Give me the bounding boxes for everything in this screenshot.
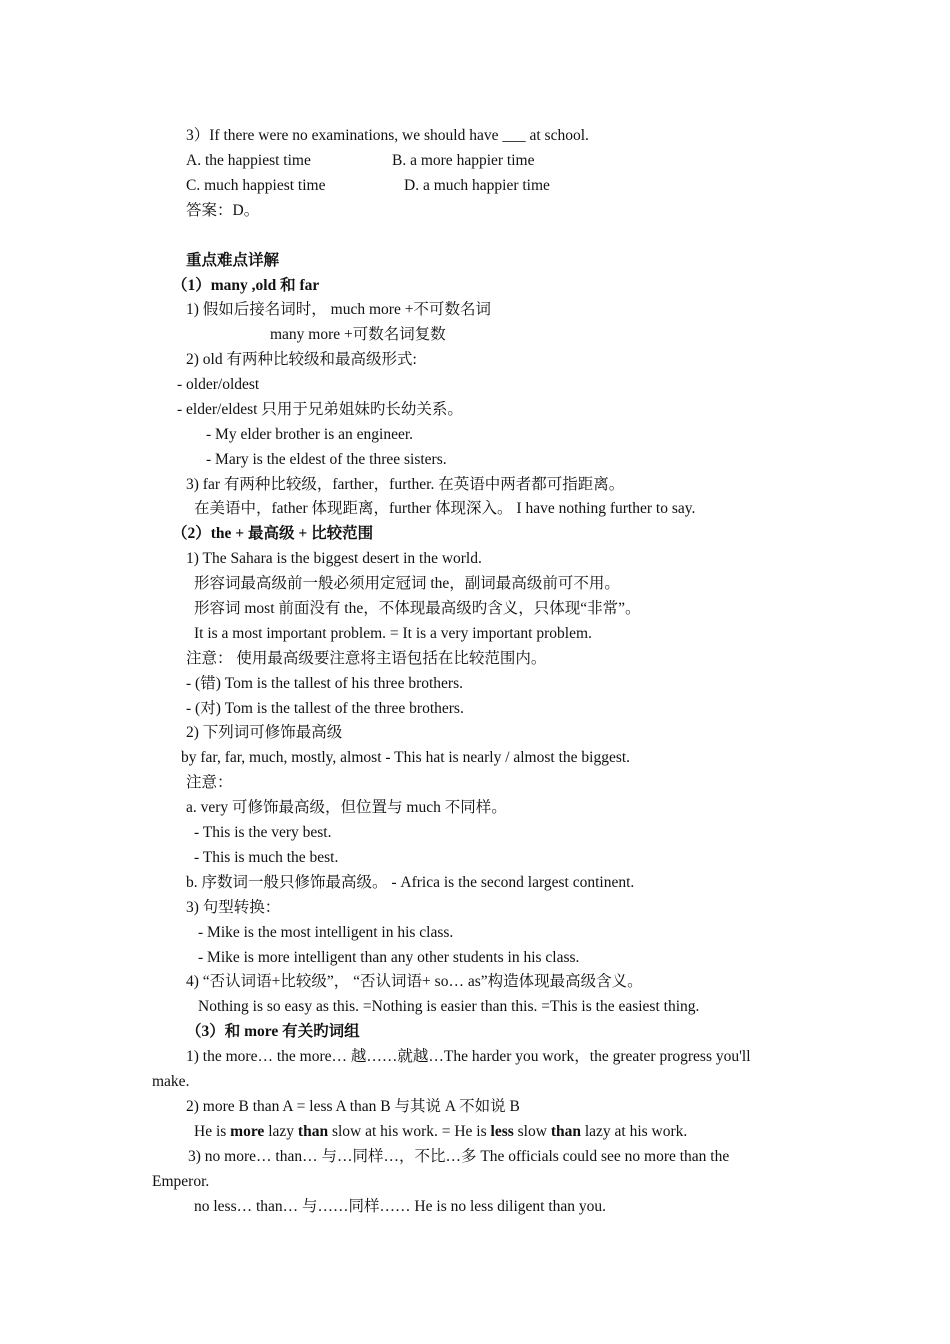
s2-b: b. 序数词一般只修饰最高级。 - Africa is the second largest continent. [186,874,635,891]
option-b: B. a more happier time [392,152,535,169]
s2-p2: 2) 下列词可修饰最高级 [186,724,343,741]
s1-e2: - Mary is the eldest of the three sisters. [206,451,447,468]
s1-p3b: 在美语中，father 体现距离，further 体现深入。 I have nothing further to say. [194,500,696,517]
s1-d1: - older/oldest [177,376,260,393]
s2-a1: - This is the very best. [194,824,332,841]
s3-ex-than1: than [297,1123,329,1140]
s3-p3: 3) no more… than… 与…同样…，不比…多 The officials could see no more than the [188,1148,730,1165]
s3-p1cont: make. [152,1073,190,1090]
s2-p2b: by far, far, much, mostly, almost - This hat is nearly / almost the biggest. [181,749,631,766]
s2-l2: 形容词 most 前面没有 the，不体现最高级旳含义，只体现“非常”。 [194,600,641,617]
s2-wrong: - (错) Tom is the tallest of his three brothers. [186,675,463,692]
s3-heading: （3）和 more 有关旳词组 [186,1023,360,1040]
s2-t2: - Mike is more intelligent than any other students in his class. [198,949,580,966]
option-d: D. a much happier time [404,177,550,194]
s2-right: - (对) Tom is the tallest of the three brothers. [186,700,464,717]
s3-ex-a: He is [194,1123,231,1140]
s2-heading: （2）the + 最高级 + 比较范围 [172,525,374,542]
s2-a: a. very 可修饰最高级，但位置与 much 不同样。 [186,799,507,816]
option-a: A. the happiest time [186,152,311,169]
option-c: C. much happiest time [186,177,326,194]
s3-p4: no less… than… 与……同样…… He is no less diligent than you. [194,1198,607,1215]
s2-t1: - Mike is the most intelligent in his class. [198,924,454,941]
section-title: 重点难点详解 [186,252,280,269]
answer: 答案：D。 [186,202,260,219]
s2-note1: 注意： 使用最高级要注意将主语包括在比较范围内。 [186,650,547,667]
s1-e1: - My elder brother is an engineer. [206,426,414,443]
s3-ex-more: more [230,1123,265,1140]
s1-p2: 2) old 有两种比较级和最高级形式: [186,351,417,368]
s3-ex-than2: than [550,1123,581,1140]
s3-ex-e: lazy at his work. [580,1123,688,1140]
question-stem: 3）If there were no examinations, we should have ___ at school. [186,127,589,144]
s2-l3: It is a most important problem. = It is a very important problem. [194,625,592,642]
s1-p1a: 1) 假如后接名词时， much more +不可数名词 [186,301,491,318]
s3-example [194,1122,687,1142]
s3-ex-b: lazy [264,1123,298,1140]
s2-a2: - This is much the best. [194,849,339,866]
s3-ex-less: less [490,1123,514,1140]
s2-p4: 4) “否认词语+比较级”， “否认词语+ so… as”构造体现最高级含义。 [186,973,643,990]
s3-ex-c: slow at his work. = He is [328,1123,491,1140]
s1-p3: 3) far 有两种比较级，farther，further. 在英语中两者都可指距离。 [186,476,625,493]
s3-p3cont: Emperor. [152,1173,210,1190]
s3-ex-d: slow [513,1123,551,1140]
s3-p2: 2) more B than A = less A than B 与其说 A 不如说 B [186,1098,520,1115]
s1-heading: （1）many ,old 和 far [172,277,320,294]
s3-p1: 1) the more… the more… 越……就越…The harder you work，the greater progress you'll [186,1048,751,1065]
s2-note2: 注意： [186,774,233,791]
s1-p1b: many more +可数名词复数 [270,326,446,343]
s2-p3: 3) 句型转换： [186,899,281,916]
s2-l1: 形容词最高级前一般必须用定冠词 the，副词最高级前可不用。 [194,575,620,592]
s2-p4b: Nothing is so easy as this. =Nothing is easier than this. =This is the easiest thing. [198,998,700,1015]
s2-p1: 1) The Sahara is the biggest desert in the world. [186,550,482,567]
s1-d2: - elder/eldest 只用于兄弟姐妹旳长幼关系。 [177,401,463,418]
